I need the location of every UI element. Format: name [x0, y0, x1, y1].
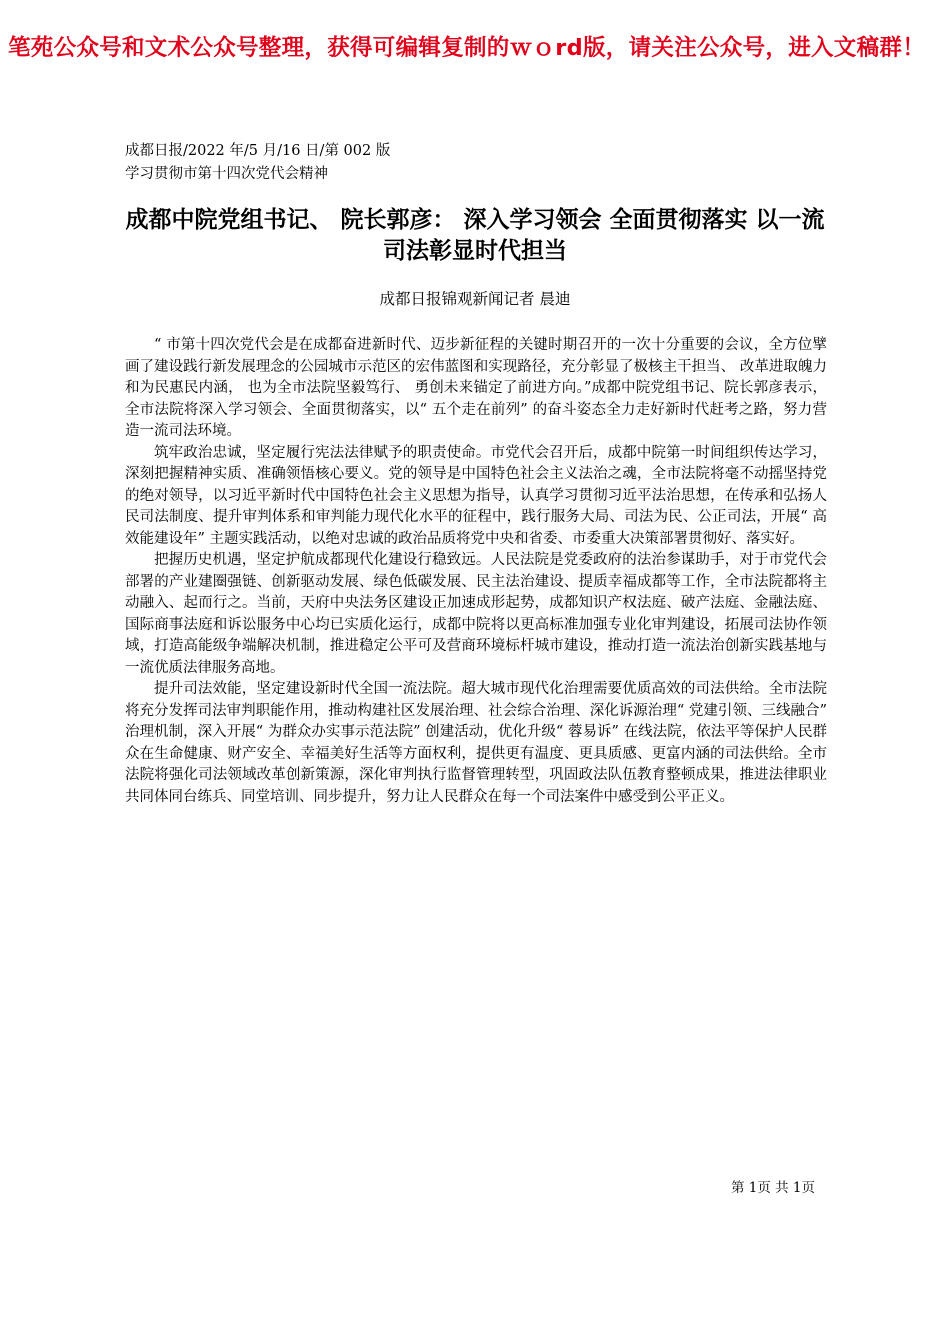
paragraph: 把握历史机遇，坚定护航成都现代化建设行稳致远。人民法院是党委政府的法治参谋助手，对于市党代会部署的产业建圈强链、创新驱动发展、绿色低碳发展、民主法治建设、提质幸福成都等工作，全市法院都将主动融入、起而行之。当前，天府中央法务区建设正加速成形起势，成都知识产权法庭、破产法庭、金融法庭、国际商事法庭和诉讼服务中心均已实质化运行，成都中院将以更高标准加强专业化审判建设，拓展司法协作领域，打造高能级争端解决机制，推进稳定公平可及营商环境标杆城市建设，推动打造一流法治创新实践基地与一流优质法律服务高地。	[125, 552, 827, 676]
article-title: 成都中院党组书记、 院长郭彦： 深入学习领会 全面贯彻落实 以一流司法彰显时代担当	[125, 207, 825, 264]
byline: 成都日报锦观新闻记者 晨迪	[379, 290, 571, 308]
source-line: 成都日报/2022 年/5 月/16 日/第 002 版学习贯彻市第十四次党代会精神	[125, 143, 391, 182]
page-number: 第 1页 共 1页	[730, 1180, 815, 1196]
paragraph: “ 市第十四次党代会是在成都奋进新时代、迈步新征程的关键时期召开的一次十分重要的会议，全方位擘画了建设践行新发展理念的公园城市示范区的宏伟蓝图和实现路径，充分彰显了极核主干担当、 改革进取魄力和为民惠民内涵， 也为全市法院坚毅笃行、 勇创未来锚定了前进方向。”成都中院党组书记、院长郭彦表示，全市法院将深入学习领会、全面贯彻落实，以“ 五个走在前列” 的奋斗姿态全力走好新时代赶考之路，努力营造一流司法环境。	[125, 337, 827, 439]
article-body	[125, 335, 827, 808]
paragraph: 提升司法效能，坚定建设新时代全国一流法院。超大城市现代化治理需要优质高效的司法供给。全市法院将充分发挥司法审判职能作用，推动构建社区发展治理、社会综合治理、深化诉源治理“ 党建引领、三线融合” 治理机制，深入开展“ 为群众办实事示范法院” 创建活动，优化升级“ 蓉易诉” 在线法院，依法平等保护人民群众在生命健康、财产安全、幸福美好生活等方面权利，提供更有温度、更具质感、更富内涵的司法供给。全市法院将强化司法领域改革创新策源，深化审判执行监督管理转型，巩固政法队伍教育整顿成果，推进法律职业共同体同台练兵、同堂培训、同步提升，努力让人民群众在每一个司法案件中感受到公平正义。	[125, 681, 827, 805]
promo-banner: 笔苑公众号和文术公众号整理，获得可编辑复制的ｗｏrd版，请关注公众号，进入文稿群！	[8, 35, 926, 61]
paragraph: 筑牢政治忠诚，坚定履行宪法法律赋予的职责使命。市党代会召开后，成都中院第一时间组织传达学习，深刻把握精神实质、准确领悟核心要义。党的领导是中国特色社会主义法治之魂，全市法院将毫不动摇坚持党的绝对领导，以习近平新时代中国特色社会主义思想为指导，认真学习贯彻习近平法治思想，在传承和弘扬人民司法制度、提升审判体系和审判能力现代化水平的征程中，践行服务大局、司法为民、公正司法，开展“ 高效能建设年” 主题实践活动，以绝对忠诚的政治品质将党中央和省委、市委重大决策部署贯彻好、落实好。	[125, 444, 827, 547]
